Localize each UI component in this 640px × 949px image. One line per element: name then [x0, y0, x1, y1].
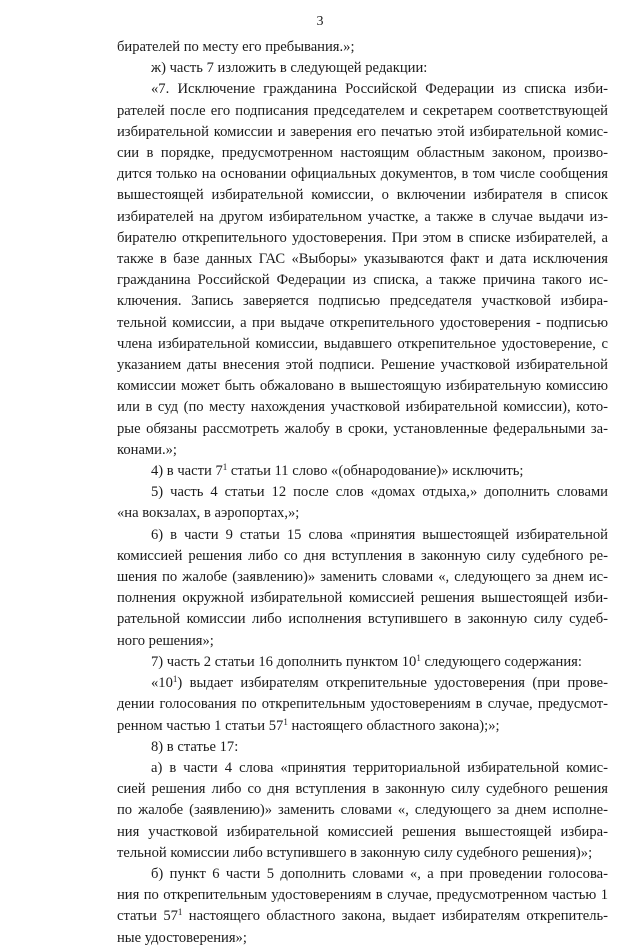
text-fragment: настоящего областного закона, выдает избирателям открепитель-	[182, 908, 608, 925]
text-line: избирательной комиссии и заверения его печатью этой избирательной комис-	[117, 123, 608, 140]
text-fragment: 7) часть 2 статьи 16 дополнить пунктом 10	[151, 653, 417, 670]
text-fragment: статьи 11 слово «(обнародование)» исключить;	[227, 463, 524, 480]
superscript: 1	[283, 716, 288, 727]
text-line: 5) часть 4 статьи 12 после слов «домах отдыха,» дополнить словами	[151, 484, 608, 501]
text-line: ные удостоверения»;	[117, 929, 247, 946]
text-line: комиссией решения либо со дня вступления в законную силу судебного ре-	[117, 547, 608, 564]
text-line: вышестоящей избирательной комиссии, о включении избирателя в список	[117, 187, 608, 204]
text-line: конами.»;	[117, 441, 177, 458]
superscript: 1	[416, 652, 421, 663]
text-line: рые обязаны рассмотреть жалобу в сроки, установленные федеральными за-	[117, 420, 608, 437]
text-line: сией решения либо со дня вступления в законную силу судебного решения	[117, 781, 608, 798]
text-line: ж) часть 7 изложить в следующей редакции:	[151, 60, 428, 77]
text-line: «на вокзалах, в аэропортах,»;	[117, 505, 300, 522]
text-line: комиссии может быть обжаловано в вышестоящую избирательную комиссию	[117, 378, 608, 395]
text-line: ключения. Запись заверяется подписью председателя участковой избира-	[117, 293, 608, 310]
text-line: полнения окружной избирательной комиссией решения вышестоящей изби-	[117, 590, 608, 607]
text-line: «7. Исключение гражданина Российской Федерации из списка изби-	[151, 81, 608, 98]
text-line: сии в порядке, предусмотренном настоящим областным законом, произво-	[117, 145, 608, 162]
text-line: рательной комиссии либо исполнения вступившего в законную силу судеб-	[117, 611, 608, 628]
text-line: бирателю открепительного удостоверения. При этом в списке избирателей, а	[117, 229, 608, 246]
superscript: 1	[172, 674, 178, 685]
text-fragment: ренном частью 1 статьи 57	[117, 717, 284, 734]
text-line: указанием даты внесения этой подписи. Решение участковой избирательной	[117, 357, 608, 374]
text-line: ния по открепительным удостоверениям в случае, предусмотренном частью 1	[117, 887, 608, 904]
text-line: гражданина Российской Федерации из списка, а также причина такого ис-	[117, 272, 608, 289]
text-line	[117, 906, 608, 927]
text-fragment: «10	[151, 675, 173, 692]
text-line: ния участковой избирательной комиссией решения вышестоящей избира-	[117, 823, 608, 840]
text-fragment: настоящего областного закона);»;	[287, 717, 500, 734]
text-line: б) пункт 6 части 5 дополнить словами «, а при проведении голосова-	[151, 865, 608, 882]
text-line: члена избирательной комиссии, выдавшего открепительное удостоверение, с	[117, 335, 608, 352]
text-line	[117, 652, 608, 673]
text-fragment: статьи 57	[117, 908, 178, 925]
text-line: дится только на основании официальных документов, в том числе сообщения	[117, 166, 608, 183]
text-line: тельной комиссии либо вступившего в законную силу судебного решения)»;	[117, 844, 593, 861]
text-line: а) в части 4 слова «принятия территориальной избирательной комис-	[151, 759, 608, 776]
text-line: рателей после его подписания председателем и секретарем соответствующей	[117, 102, 608, 119]
text-fragment: следующего содержания:	[420, 653, 582, 670]
superscript: 1	[222, 462, 228, 473]
text-line: шения по жалобе (заявлению)» заменить словами «, следующего за днем ис-	[117, 569, 608, 586]
page-number: 3	[316, 14, 324, 29]
superscript: 1	[177, 907, 183, 918]
text-line: ного решения»;	[117, 632, 214, 649]
document-body	[117, 37, 608, 949]
text-line: дении голосования по открепительным удостоверениям в случае, предусмот-	[117, 696, 608, 713]
text-line: также в базе данных ГАС «Выборы» указываются факт и дата исключения	[117, 251, 608, 268]
text-line	[117, 716, 608, 737]
text-fragment: ) выдает избирателям открепительные удостоверения (при прове-	[177, 675, 608, 692]
text-fragment: 4) в части 7	[151, 463, 223, 480]
text-line: 6) в части 9 статьи 15 слова «принятия вышестоящей избирательной	[151, 526, 608, 543]
text-line: или в суд (по месту нахождения участковой избирательной комиссии), кото-	[117, 399, 608, 416]
text-line: избирателей на другом избирательном участке, а также в случае выдачи из-	[117, 208, 608, 225]
text-line: тельной комиссии, а при выдаче открепительного удостоверения - подписью	[117, 314, 608, 331]
text-line: по жалобе (заявлению)» заменить словами «, следующего за днем исполне-	[117, 802, 608, 819]
text-line	[117, 673, 608, 694]
text-line: бирателей по месту его пребывания.»;	[117, 39, 355, 55]
text-line	[117, 461, 608, 482]
text-line: 8) в статье 17:	[151, 738, 239, 755]
